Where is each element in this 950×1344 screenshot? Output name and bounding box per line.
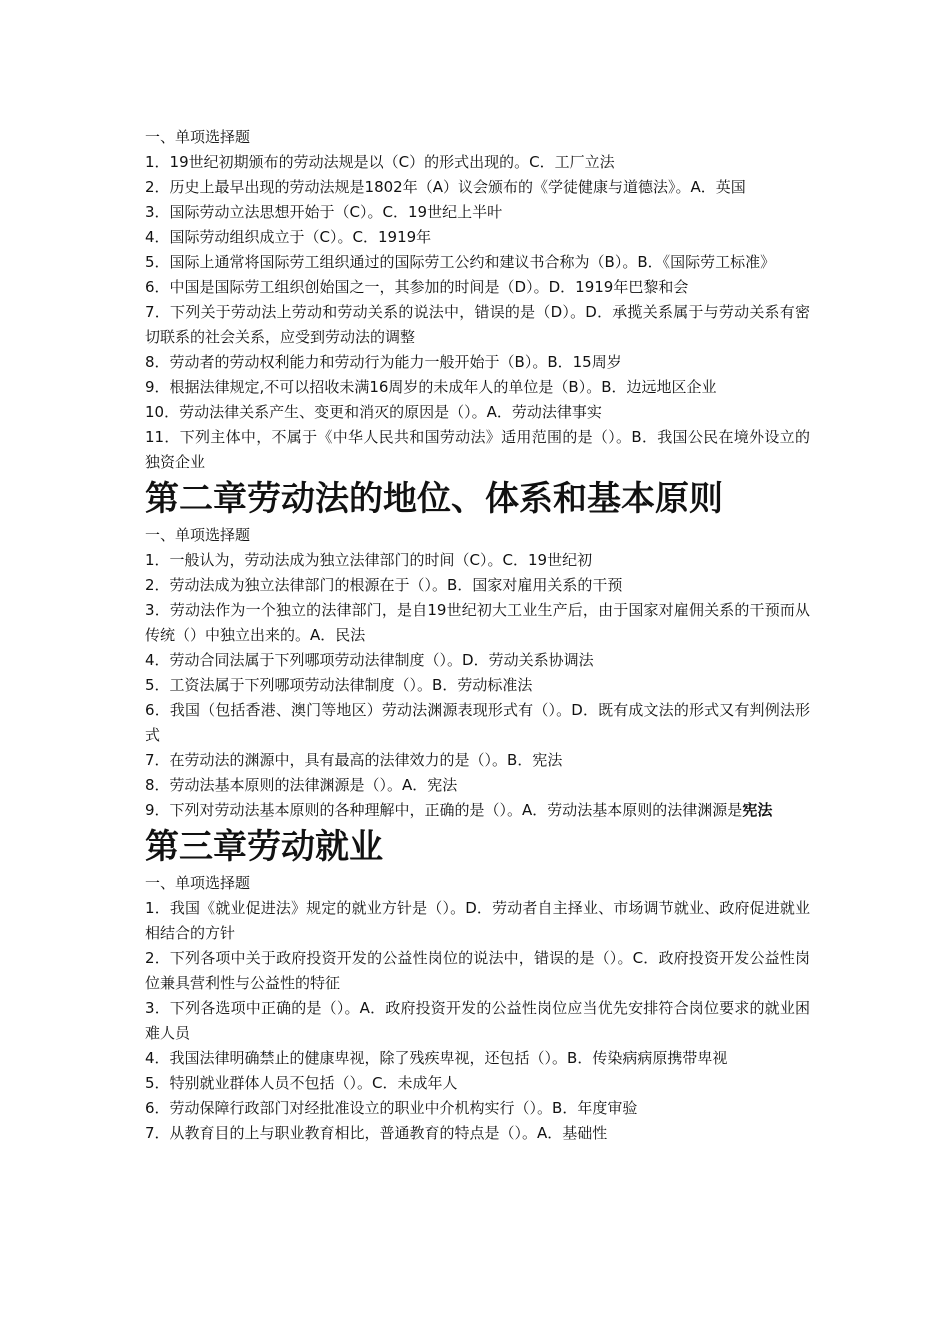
document-page [145,125,810,1146]
chapter-3-heading: 第三章劳动就业 [145,827,383,867]
question-item: 5．国际上通常将国际劳工组织通过的国际劳工公约和建议书合称为（B）。B．《国际劳工标准》 [145,253,776,271]
question-item: 5．工资法属于下列哪项劳动法律制度（）。B．劳动标准法 [145,676,533,694]
question-item [145,798,810,823]
answer-emphasis: 宪法 [742,801,773,819]
question-item: 10．劳动法律关系产生、变更和消灭的原因是（）。A．劳动法律事实 [145,403,602,421]
question-item: 7．下列关于劳动法上劳动和劳动关系的说法中，错误的是（D）。D．承揽关系属于与劳动关系有密切联系的社会关系，应受到劳动法的调整 [145,303,810,346]
question-item: 2．劳动法成为独立法律部门的根源在于（）。B．国家对雇用关系的干预 [145,576,623,594]
question-item: 4．国际劳动组织成立于（C）。C．1919年 [145,228,432,246]
question-item: 8．劳动法基本原则的法律渊源是（）。A．宪法 [145,776,458,794]
question-item: 1．19世纪初期颁布的劳动法规是以（C）的形式出现的。C．工厂立法 [145,153,615,171]
question-item: 9．根据法律规定,不可以招收未满16周岁的未成年人的单位是（B）。B．边远地区企业 [145,378,717,396]
question-item: 11．下列主体中，不属于《中华人民共和国劳动法》适用范围的是（）。B．我国公民在境外设立的独资企业 [145,428,810,471]
question-item: 1．一般认为，劳动法成为独立法律部门的时间（C）。C．19世纪初 [145,551,593,569]
question-item: 7．从教育目的上与职业教育相比，普通教育的特点是（）。A．基础性 [145,1124,608,1142]
question-item: 4．我国法律明确禁止的健康卑视，除了残疾卑视，还包括（）。B．传染病病原携带卑视 [145,1049,728,1067]
question-item: 4．劳动合同法属于下列哪项劳动法律制度（）。D．劳动关系协调法 [145,651,594,669]
question-item: 1．我国《就业促进法》规定的就业方针是（）。D．劳动者自主择业、市场调节就业、政府促进就业相结合的方针 [145,899,810,942]
question-item: 6．中国是国际劳工组织创始国之一，其参加的时间是（D）。D．1919年巴黎和会 [145,278,689,296]
section-3-subheading: 一、单项选择题 [145,874,251,892]
section-1-subheading: 一、单项选择题 [145,128,251,146]
question-item: 6．劳动保障行政部门对经批准设立的职业中介机构实行（）。B．年度审验 [145,1099,638,1117]
question-item: 8．劳动者的劳动权利能力和劳动行为能力一般开始于（B）。B．15周岁 [145,353,622,371]
question-text: 9．下列对劳动法基本原则的各种理解中，正确的是（）。A．劳动法基本原则的法律渊源是 [145,801,743,819]
question-item: 2．下列各项中关于政府投资开发的公益性岗位的说法中，错误的是（）。C．政府投资开发公益性岗位兼具营利性与公益性的特征 [145,949,810,992]
chapter-2-heading: 第二章劳动法的地位、体系和基本原则 [145,479,723,519]
question-item: 6．我国（包括香港、澳门等地区）劳动法渊源表现形式有（）。D．既有成文法的形式又有判例法形式 [145,701,810,744]
question-item: 3．下列各选项中正确的是（）。A．政府投资开发的公益性岗位应当优先安排符合岗位要求的就业困难人员 [145,999,810,1042]
question-item: 3．劳动法作为一个独立的法律部门，是自19世纪初大工业生产后，由于国家对雇佣关系的干预而从传统（）中独立出来的。A．民法 [145,601,810,644]
section-2-subheading: 一、单项选择题 [145,526,251,544]
question-item: 5．特别就业群体人员不包括（）。C．未成年人 [145,1074,458,1092]
question-item: 7．在劳动法的渊源中，具有最高的法律效力的是（）。B．宪法 [145,751,563,769]
question-item: 2．历史上最早出现的劳动法规是1802年（A）议会颁布的《学徒健康与道德法》。A．英国 [145,178,746,196]
question-item: 3．国际劳动立法思想开始于（C）。C．19世纪上半叶 [145,203,503,221]
